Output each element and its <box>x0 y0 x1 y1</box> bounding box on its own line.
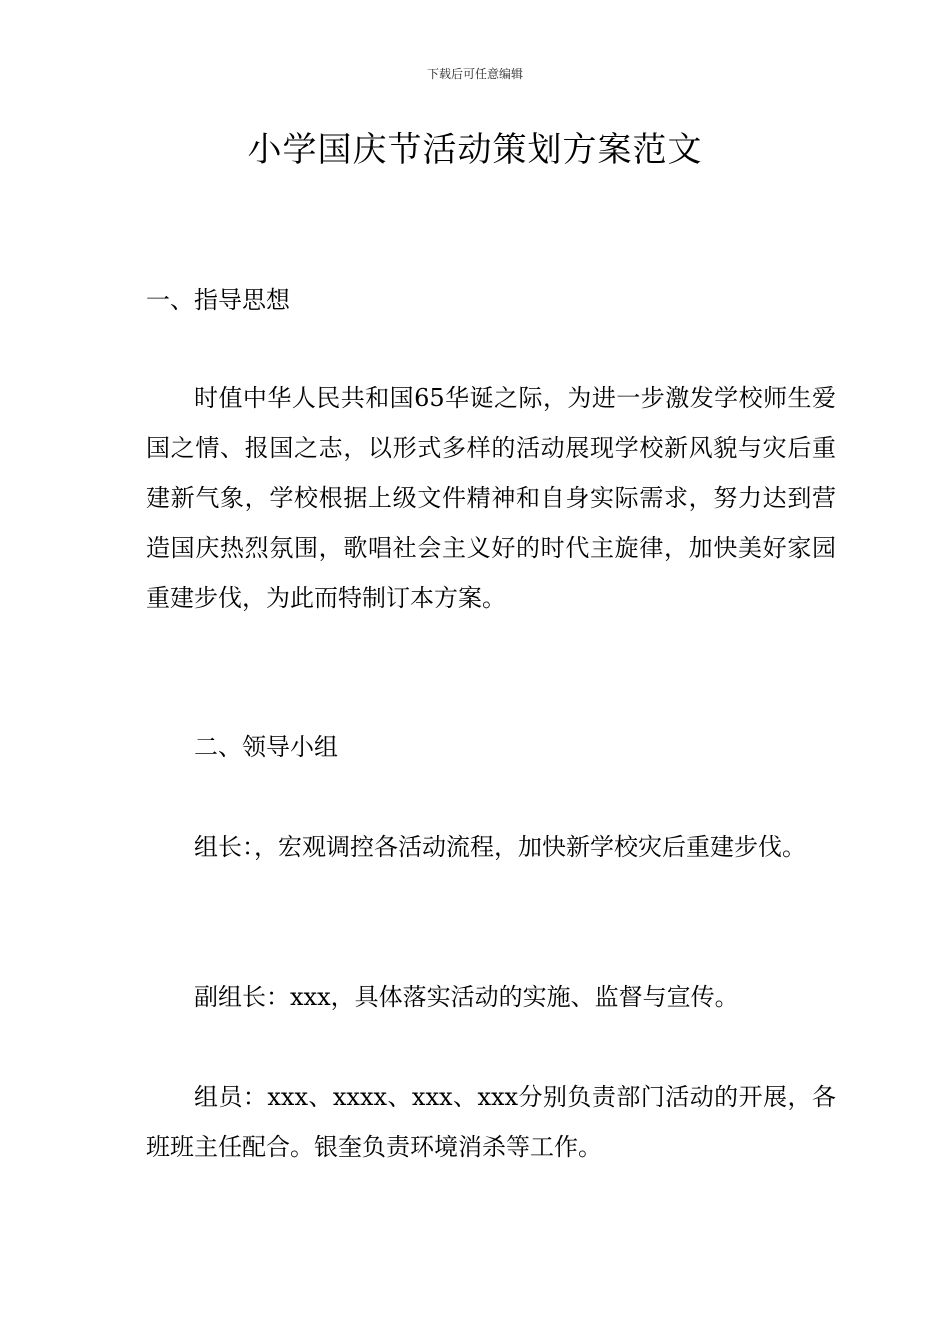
paragraph-deputy-leader: 副组长：xxx，具体落实活动的实施、监督与宣传。 <box>194 983 739 1011</box>
header-note: 下载后可任意编辑 <box>426 67 523 81</box>
paragraph-group-members: 组员：xxx、xxxx、xxx、xxx分别负责部门活动的开展，各班班主任配合。银奎负责环境消杀等工作。 <box>146 1083 836 1161</box>
paragraph-group-leader: 组长：，宏观调控各活动流程，加快新学校灾后重建步伐。 <box>194 833 806 861</box>
paragraph-guiding-ideology: 时值中华人民共和国65华诞之际，为进一步激发学校师生爱国之情、报国之志，以形式多样的活动展现学校新风貌与灾后重建新气象，学校根据上级文件精神和自身实际需求，努力达到营造国庆热烈氛围，歌唱社会主义好的时代主旋律，加快美好家园重建步伐，为此而特制订本方案。 <box>146 384 836 612</box>
section-heading-guiding-ideology: 一、指导思想 <box>146 286 290 314</box>
document-title: 小学国庆节活动策划方案范文 <box>247 130 703 170</box>
section-heading-leadership-group: 二、领导小组 <box>194 733 338 761</box>
